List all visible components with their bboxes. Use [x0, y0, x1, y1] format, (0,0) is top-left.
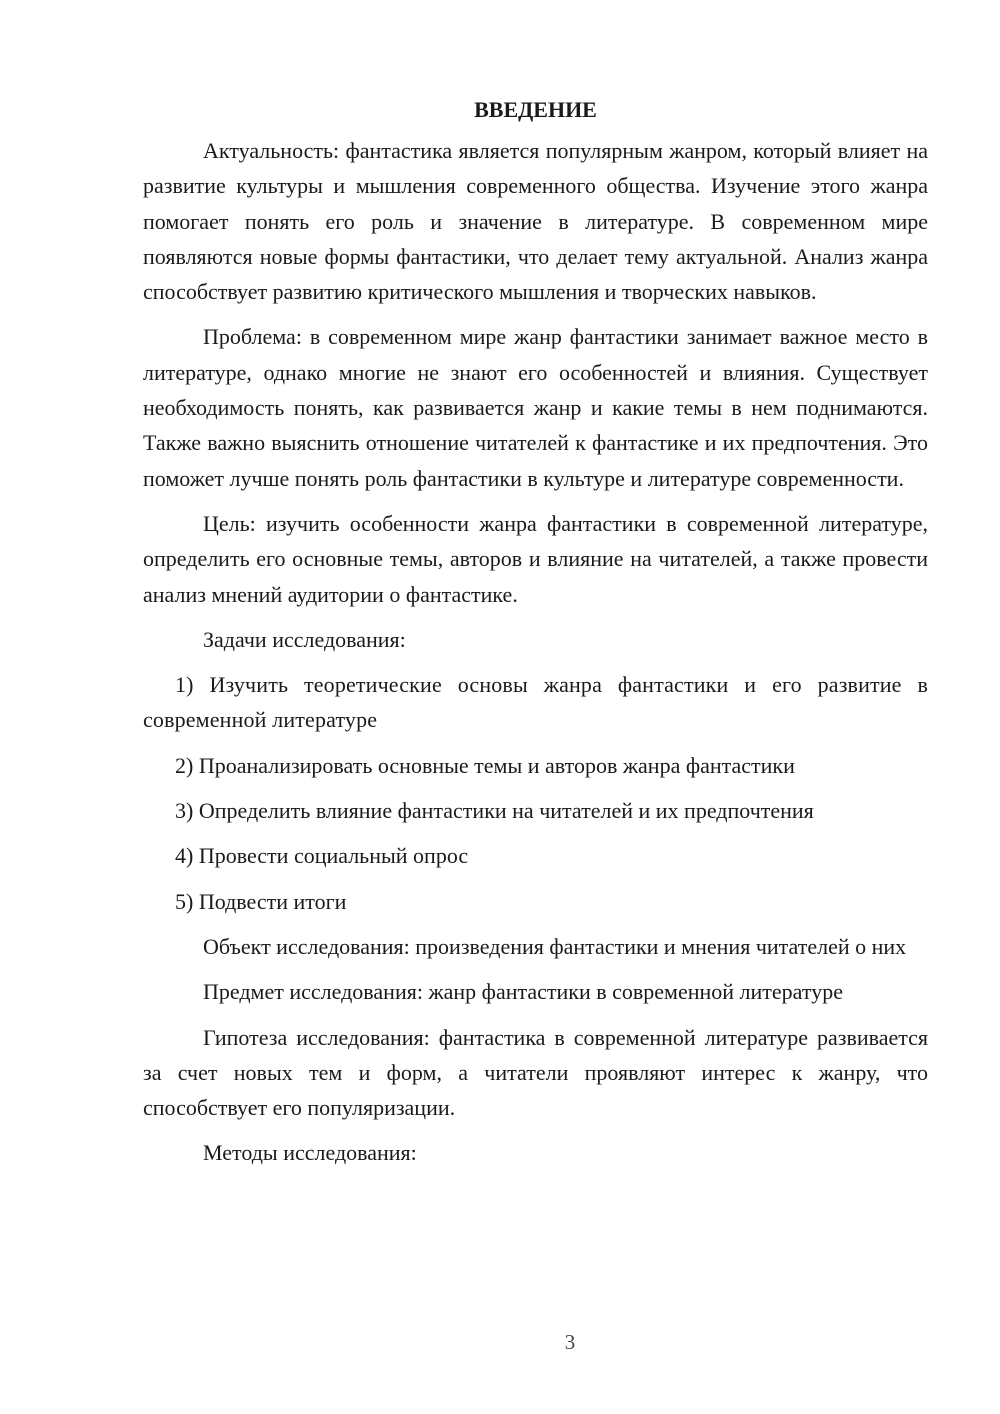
- subject-paragraph: Предмет исследования: жанр фантастики в современной литературе: [203, 979, 843, 1005]
- document-page: [143, 92, 928, 1181]
- task-item-2: 2) Проанализировать основные темы и авторов жанра фантастики: [175, 752, 795, 778]
- section-heading: ВВЕДЕНИЕ: [474, 97, 597, 122]
- relevance-paragraph: Актуальность: фантастика является популярным жанром, который влияет на развитие культуры и мышления современного общества. Изучение этого жанра помогает понять его роль и значение в литературе. В современном мире появляются новые формы фантастики, что делает тему актуальной. Анализ жанра способствует развитию критического мышления и творческих навыков.: [143, 138, 928, 305]
- problem-paragraph: Проблема: в современном мире жанр фантастики занимает важное место в литературе, однако многие не знают его особенностей и влияния. Существует необходимость понять, как развивается жанр и какие темы в нем поднимаются. Также важно выяснить отношение читателей к фантастике и их предпочтения. Это поможет лучше понять роль фантастики в культуре и литературе современности.: [143, 324, 928, 491]
- methods-title: Методы исследования:: [203, 1140, 417, 1166]
- object-paragraph: Объект исследования: произведения фантастики и мнения читателей о них: [203, 933, 907, 959]
- page-number: 3: [564, 1330, 576, 1354]
- tasks-title: Задачи исследования:: [203, 626, 406, 652]
- task-item-3: 3) Определить влияние фантастики на читателей и их предпочтения: [175, 798, 814, 824]
- goal-paragraph: Цель: изучить особенности жанра фантастики в современной литературе, определить его основные темы, авторов и влияние на читателей, а также провести анализ мнений аудитории о фантастике.: [143, 510, 928, 607]
- task-item-1: 1) Изучить теоретические основы жанра фантастики и его развитие в современной литературе: [143, 672, 928, 733]
- task-item-5: 5) Подвести итоги: [175, 888, 347, 914]
- task-item-4: 4) Провести социальный опрос: [175, 843, 469, 869]
- hypothesis-paragraph: Гипотеза исследования: фантастика в современной литературе развивается за счет новых тем и форм, а читатели проявляют интерес к жанру, что способствует его популяризации.: [143, 1024, 928, 1121]
